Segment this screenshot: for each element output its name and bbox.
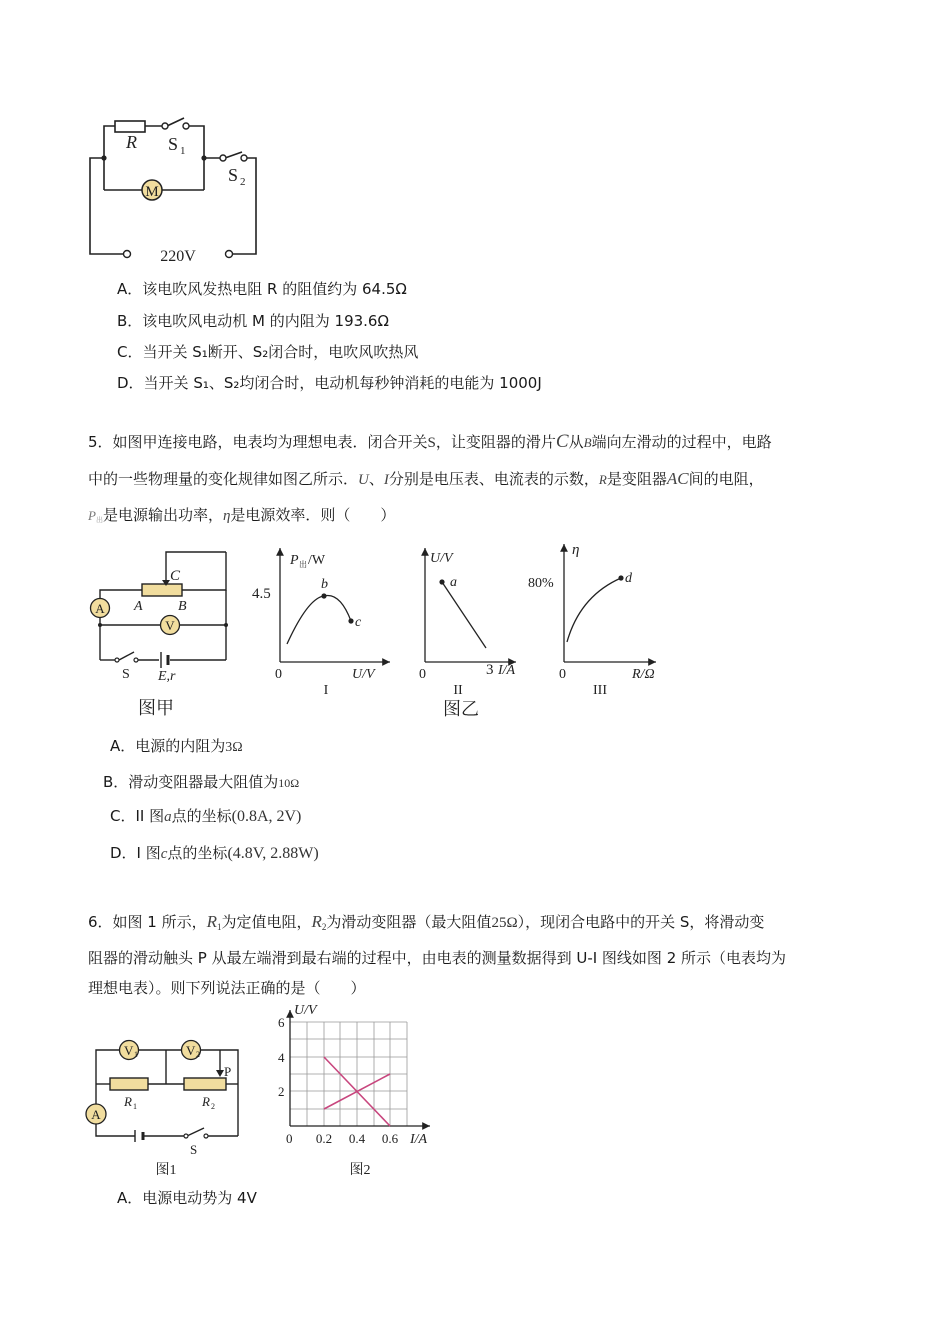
- graph1-ytick: 4.5: [252, 586, 271, 602]
- voltmeter1-label: V: [124, 1043, 134, 1058]
- graph1-ylabel-sub: 出: [299, 560, 307, 569]
- q5-graphs-figure-yi: [250, 538, 670, 720]
- switch1-sub: 1: [180, 145, 186, 157]
- voltmeter2-label: V: [186, 1043, 196, 1058]
- graph-ylabel: U/V: [294, 1003, 317, 1018]
- switch1-label: S: [168, 134, 179, 154]
- q5-circuit-figure-jia: [78, 548, 238, 720]
- r1-label: R: [124, 1094, 132, 1109]
- graph3-point-d: d: [625, 571, 632, 586]
- xtick-0.6: 0.6: [381, 1131, 399, 1146]
- graph2-number: II: [453, 683, 463, 698]
- voltmeter1-sub: 1: [134, 1050, 138, 1059]
- graph1-point-b: b: [321, 577, 328, 592]
- resistor-label: R: [126, 132, 137, 152]
- graph1-ylabel-unit: /W: [308, 553, 326, 568]
- q4-option-c: C．当开关 S₁断开、S₂闭合时，电吹风吹热风: [117, 343, 419, 361]
- q5-option-d: D．I 图c点的坐标(4.8V, 2.88W): [110, 844, 319, 862]
- xtick-0: 0: [286, 1131, 293, 1146]
- voltmeter-label: V: [165, 618, 175, 633]
- graph2-point-a: a: [450, 575, 457, 590]
- slider-p-label: P: [224, 1064, 232, 1079]
- xtick-0.2: 0.2: [315, 1131, 333, 1146]
- voltmeter2-sub: 2: [196, 1050, 200, 1059]
- graph1-ylabel: P: [290, 553, 299, 568]
- q6-stem-line2: 阻器的滑动触头 P 从最左端滑到最右端的过程中，由电表的测量数据得到 U-I 图线如图 2 所示（电表均为: [88, 949, 787, 967]
- q6-circuit-figure1: [80, 1036, 250, 1182]
- graph1-number: I: [323, 683, 329, 698]
- graph3-number: III: [593, 683, 607, 698]
- graph3-origin: 0: [559, 667, 566, 682]
- q5-stem-line2: 中的一些物理量的变化规律如图乙所示．U、I分别是电压表、电流表的示数，R是变阻器AC间的电阻，: [88, 469, 764, 488]
- r1-sub: 1: [133, 1102, 137, 1111]
- q5-option-c: C．II 图a点的坐标(0.8A, 2V): [110, 807, 302, 825]
- r2-sub: 2: [211, 1102, 215, 1111]
- switch2-sub: 2: [240, 176, 246, 188]
- ytick-2: 2: [278, 1084, 285, 1099]
- q6-ui-graph-figure2: [270, 1000, 450, 1184]
- switch-s-label: S: [122, 667, 130, 682]
- graph1-xlabel: U/V: [352, 667, 375, 682]
- terminal-b-label: B: [178, 599, 187, 614]
- graph1-origin: 0: [275, 667, 282, 682]
- graph3-ylabel: η: [572, 542, 580, 558]
- figure-jia-caption: 图甲: [138, 698, 174, 718]
- ammeter-label: A: [91, 1107, 101, 1122]
- figure2-caption: 图2: [349, 1163, 371, 1178]
- q6-stem-line1: 6．如图 1 所示，$R_1$为定值电阻，$R_2$为滑动变阻器（最大阻值25Ω），现闭合电路中的开关 S，将滑动变: [88, 912, 765, 932]
- q4-option-a: A．该电吹风发热电阻 R 的阻值约为 64.5Ω: [117, 280, 407, 298]
- graph2-ylabel: U/V: [430, 551, 453, 566]
- q6-option-a: A．电源电动势为 4V: [117, 1189, 257, 1207]
- q5-stem-line3: P出是电源输出功率，η是电源效率．则（ ）: [88, 506, 396, 524]
- ammeter-label: A: [95, 601, 105, 616]
- q5-stem-line1: 5．如图甲连接电路，电表均为理想电表．闭合开关S，让变阻器的滑片C从B端向左滑动的过程中，电路: [88, 431, 772, 452]
- switch-s-label: S: [190, 1142, 198, 1157]
- graph3-xlabel: R/Ω: [632, 667, 655, 682]
- q5-option-a: A．电源的内阻为3Ω: [110, 737, 243, 755]
- graph3-ytick: 80%: [528, 576, 554, 591]
- q4-option-b: B．该电吹风电动机 M 的内阻为 193.6Ω: [117, 312, 389, 330]
- graph2-origin: 0: [419, 667, 426, 682]
- figure1-caption: 图1: [155, 1163, 177, 1178]
- voltage-label: 220V: [160, 248, 196, 265]
- graph2-xtick: 3: [486, 662, 494, 678]
- slider-c-label: C: [170, 568, 181, 584]
- ytick-6: 6: [278, 1015, 285, 1030]
- q4-option-d: D．当开关 S₁、S₂均闭合时，电动机每秒钟消耗的电能为 1000J: [117, 374, 542, 392]
- ytick-4: 4: [278, 1050, 285, 1065]
- graph-xlabel: I/A: [410, 1132, 428, 1147]
- terminal-a-label: A: [134, 599, 143, 614]
- r2-label: R: [202, 1094, 210, 1109]
- xtick-0.4: 0.4: [348, 1131, 366, 1146]
- hair-dryer-circuit-figure: [80, 112, 280, 272]
- switch2-label: S: [228, 165, 239, 185]
- source-label: E,r: [158, 669, 176, 684]
- figure-yi-caption: 图乙: [443, 699, 479, 719]
- graph1-point-c: c: [355, 615, 362, 630]
- q6-stem-line3: 理想电表）。则下列说法正确的是（ ）: [88, 979, 366, 997]
- motor-label: M: [145, 184, 159, 200]
- graph2-xlabel: I/A: [498, 663, 516, 678]
- q5-option-b: B．滑动变阻器最大阻值为10Ω: [103, 773, 300, 791]
